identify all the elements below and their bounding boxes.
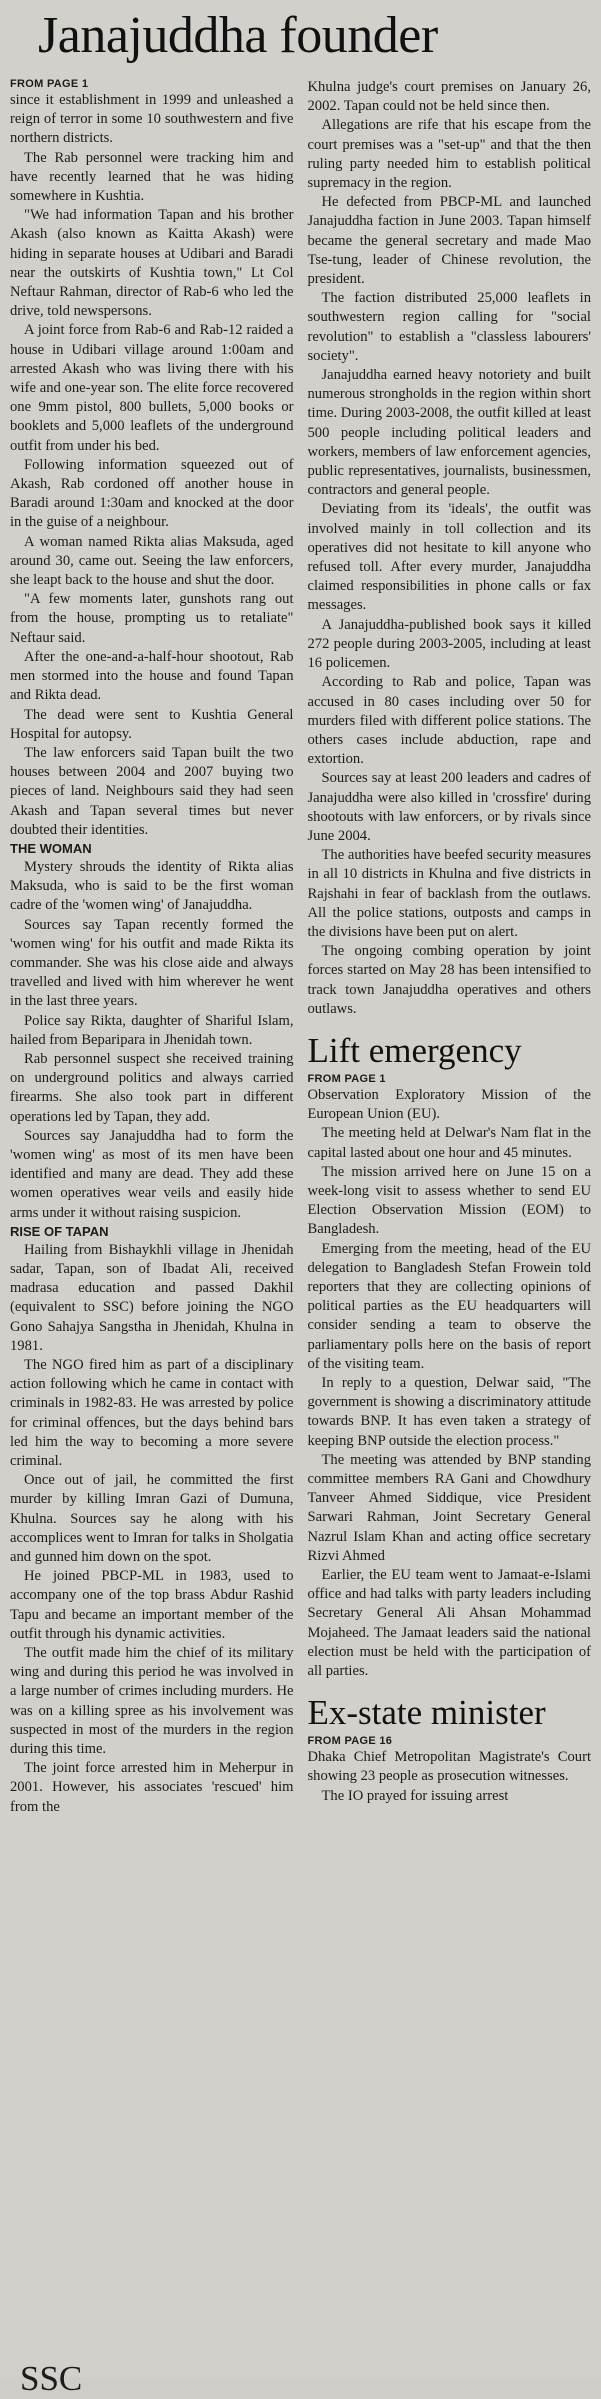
subhead-the-woman: THE WOMAN bbox=[10, 840, 92, 856]
paragraph: The IO prayed for issuing arrest bbox=[321, 1787, 509, 1804]
dateline: FROM PAGE 1 bbox=[10, 78, 89, 90]
paragraph: Once out of jail, he committed the first murder by killing Imran Gazi of Dumuna, Khulna. Sources say he along with his accomplices went to Imran for talks in Sholgatia and gunned him down on the spot. bbox=[10, 1472, 294, 1566]
dateline: FROM PAGE 1 bbox=[307, 1072, 386, 1085]
paragraph: Khulna judge's court premises on January 26, 2002. Tapan could not be held since then. bbox=[307, 79, 591, 115]
paragraph: According to Rab and police, Tapan was accused in 80 cases including over 50 for murders filed with different police stations. The others cases include abduction, rape and extortion. bbox=[307, 674, 591, 768]
article-columns bbox=[10, 78, 591, 1817]
paragraph: Earlier, the EU team went to Jamaat-e-Islami office and had talks with party leaders including Secretary General Ali Ahsan Mohammad Mojaheed. The Jamaat leaders said the national election must be held with the participation of all parties. bbox=[307, 1567, 591, 1680]
paragraph: The joint force arrested him in Meherpur in 2001. However, his associates 'rescued' him from the bbox=[10, 1760, 294, 1815]
paragraph: Hailing from Bishaykhli village in Jhenidah sadar, Tapan, son of Ibadat Ali, received madrasa education and passed Dakhil (equivalent to SSC) before joining the NGO Gono Sahajya Sangstha in Jhenidah, Khulna in 1981. bbox=[10, 1241, 294, 1354]
paragraph: The mission arrived here on June 15 on a week-long visit to assess whether to send EU Election Observation Mission (EOM) to Bangladesh. bbox=[307, 1163, 591, 1238]
paragraph: The NGO fired him as part of a disciplinary action following which he came in contact with criminals in 1982-83. He was arrested by police for criminal offences, but the days behind bars led him the way to becoming a more severe criminal. bbox=[10, 1357, 294, 1470]
paragraph: "We had information Tapan and his brother Akash (also known as Kaitta Akash) were hiding in separate houses at Udibari and Baradi near the outskirts of Kushtia town," Lt Col Neftaur Rahman, director of Rab-6 who led the drive, told newspersons. bbox=[10, 207, 294, 320]
paragraph: "A few moments later, gunshots rang out from the house, prompting us to retaliate" Neftaur said. bbox=[10, 591, 294, 646]
paragraph: Sources say at least 200 leaders and cadres of Janajuddha were also killed in 'crossfire' during shootouts with law enforcers, or by rivals since June 2004. bbox=[307, 770, 591, 844]
story-body-b bbox=[10, 858, 294, 1223]
story-body-lift-emergency bbox=[308, 1086, 592, 1681]
right-column bbox=[308, 78, 592, 1817]
story-body-c bbox=[10, 1241, 294, 1817]
paragraph: The ongoing combing operation by joint forces started on May 28 has been intensified to track town Janajuddha operatives and others outlaws. bbox=[307, 943, 591, 1017]
paragraph: Rab personnel suspect she received training on underground politics and always carried firearms. She also took part in different operations led by Tapan, they add. bbox=[10, 1050, 294, 1125]
paragraph: Emerging from the meeting, head of the EU delegation to Bangladesh Stefan Frowein told reporters that they are collecting opinions of political parties as the EU headquarters will consider sending a team to observe the parliamentary polls here on the basis of report of the visiting team. bbox=[307, 1240, 591, 1372]
headline: Janajuddha founder bbox=[38, 7, 438, 64]
paragraph: Allegations are rife that his escape from the court premises was a "set-up" and that the then ruling party needed him to establish political supremacy in the region. bbox=[307, 117, 591, 192]
paragraph: He defected from PBCP-ML and launched Janajuddha faction in June 2003. Tapan himself became the general secretary and made Mao Tse-tung, leader of Chinese revolution, the president. bbox=[307, 194, 591, 288]
paragraph: Police say Rikta, daughter of Shariful Islam, hailed from Beparipara in Jhenidah town. bbox=[10, 1012, 294, 1048]
paragraph: A woman named Rikta alias Maksuda, aged around 30, came out. Seeing the law enforcers, she leapt back to the house and shut the door. bbox=[10, 533, 294, 589]
paragraph: The dead were sent to Kushtia General Hospital for autopsy. bbox=[10, 706, 294, 742]
paragraph: Dhaka Chief Metropolitan Magistrate's Court showing 23 people as prosecution witnesses. bbox=[307, 1749, 591, 1785]
story-continuation bbox=[308, 78, 592, 1019]
paragraph: Observation Exploratory Mission of the European Union (EU). bbox=[307, 1086, 591, 1123]
paragraph: The authorities have beefed security measures in all 10 districts in Khulna and five districts in Rajshahi in fear of backlash from the outlaws. All the police stations, outposts and camps in the divisions have been put on alert. bbox=[307, 847, 591, 940]
paragraph: Janajuddha earned heavy notoriety and built numerous strongholds in the region within short time. During 2003-2008, the outfit killed at least 500 people including political leaders and workers, members of law enforcement agencies, public representatives, journalists, businessmen, contractors and general people. bbox=[307, 367, 591, 499]
subhead-rise-of-tapan: RISE OF TAPAN bbox=[10, 1223, 109, 1239]
paragraph: The outfit made him the chief of its military wing and during this period he was involved in a large number of crimes including murders. He was on a killing spree as his involvement was suspected in most of the murders in the region during this time. bbox=[10, 1645, 294, 1758]
paragraph: Following information squeezed out of Akash, Rab cordoned off another house in Baradi around 1:30am and knocked at the door in the guise of a neighbour. bbox=[10, 456, 294, 531]
paragraph: He joined PBCP-ML in 1983, used to accompany one of the top brass Abdur Rashid Tapu and became an important member of the outfit through his dynamic activities. bbox=[10, 1568, 294, 1642]
paragraph: After the one-and-a-half-hour shootout, Rab men stormed into the house and found Tapan and Rikta dead. bbox=[10, 648, 294, 704]
paragraph: A joint force from Rab-6 and Rab-12 raided a house in Udibari village around 1:00am and arrested Akash who was living there with his wife and one-year son. The elite force recovered one 9mm pistol, 800 bullets, 5,000 books or booklets and 5,000 leaflets of the underground outfit from under his bed. bbox=[10, 322, 294, 454]
story-body-a bbox=[10, 91, 294, 840]
paragraph: The law enforcers said Tapan built the two houses between 2004 and 2007 buying two pieces of land. Neighbours said they had seen Akash and Tapan several times but never doubted their identities. bbox=[10, 744, 294, 838]
dateline: FROM PAGE 16 bbox=[307, 1735, 393, 1748]
story-headline-ex-state-minister: Ex-state minister bbox=[307, 1693, 546, 1733]
paragraph: The meeting held at Delwar's Nam flat in the capital lasted about one hour and 45 minutes. bbox=[307, 1125, 591, 1161]
paragraph: Sources say Tapan recently formed the 'women wing' for his outfit and made Rikta its commander. She was his close aide and always travelled and lived with him wherever he went in the last three years. bbox=[10, 916, 294, 1010]
story-body-ex-state-minister bbox=[308, 1748, 592, 1806]
paragraph: since it establishment in 1999 and unleashed a reign of terror in some 10 southwestern and five northern districts. bbox=[10, 92, 294, 147]
paragraph: Deviating from its 'ideals', the outfit was involved mainly in toll collection and its operatives did not hesitate to kill anyone who refused toll. After every murder, Janajuddha claimed responsibilities in phone calls or fax messages. bbox=[307, 501, 591, 614]
story-headline-lift-emergency: Lift emergency bbox=[307, 1030, 522, 1070]
paragraph: A Janajuddha-published book says it killed 272 people during 2003-2005, including at least 16 policemen. bbox=[307, 616, 591, 672]
paragraph: The Rab personnel were tracking him and have recently learned that he was hiding somewhere in Kushtia. bbox=[10, 149, 294, 205]
left-column bbox=[10, 78, 294, 1817]
paragraph: In reply to a question, Delwar said, "The government is showing a discriminatory attitude towards BNP. It has even taken a strategy of keeping BNP outside the election process." bbox=[307, 1375, 591, 1449]
paragraph: The faction distributed 25,000 leaflets in southwestern region calling for "social revolution" to establish a "classless labourers' society". bbox=[307, 290, 591, 364]
paragraph: Sources say Janajuddha had to form the 'women wing' as most of its men have been identified and many are dead. They add these women operatives wear veils and easily hide arms under it without raising suspicion. bbox=[10, 1127, 294, 1221]
cut-off-headline: SSC bbox=[20, 2359, 83, 2398]
paragraph: Mystery shrouds the identity of Rikta alias Maksuda, who is said to be the first woman cadre of the 'women wing' of Janajuddha. bbox=[10, 858, 294, 914]
paragraph: The meeting was attended by BNP standing committee members RA Gani and Chowdhury Tanveer Ahmed Siddique, vice President Sarwari Rahman, Joint Secretary General Nazrul Islam Khan and acting office secretary Rizvi Ahmed bbox=[307, 1451, 591, 1564]
